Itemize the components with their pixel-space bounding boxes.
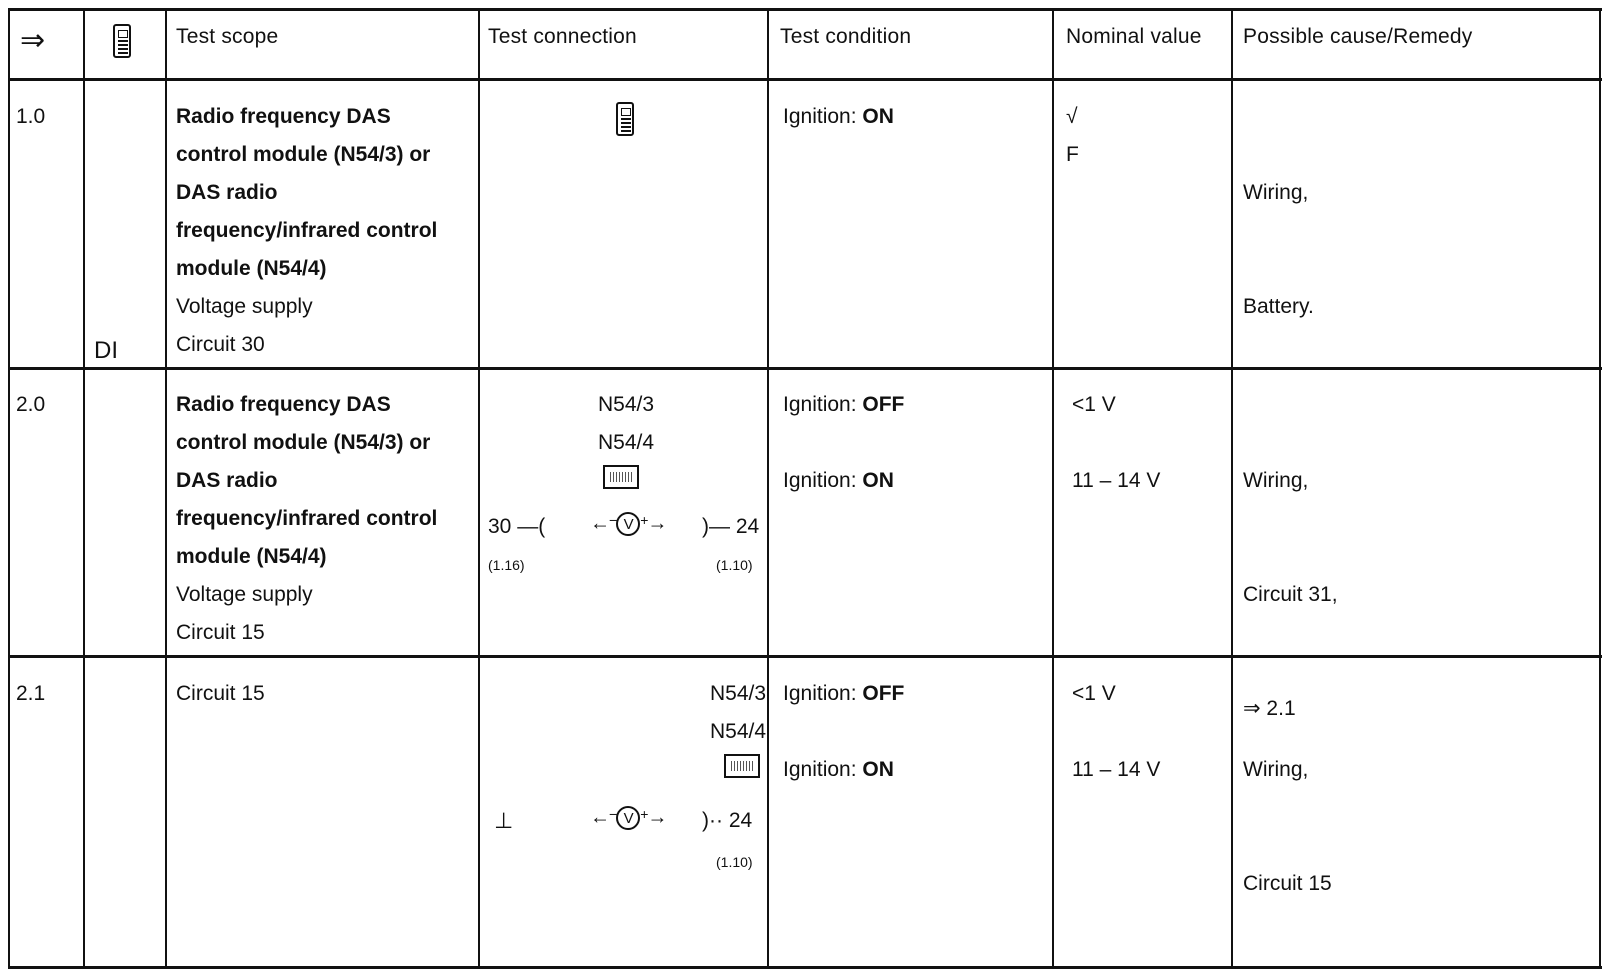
condition-label: Ignition: [783, 469, 863, 492]
left-ref: (1.16) [488, 557, 525, 573]
test-condition [783, 751, 894, 789]
component-label: N54/3 [598, 393, 655, 416]
condition-state: OFF [862, 393, 905, 416]
step-number: 1.0 [16, 105, 46, 128]
row-divider [8, 655, 1602, 658]
scope-line: DAS radio [176, 181, 278, 204]
scope-line: Radio frequency DAS [176, 105, 391, 128]
scope-line: Circuit 30 [176, 333, 265, 356]
hand-held-tester-icon [616, 102, 634, 136]
voltmeter-icon: ←− V +→ [590, 512, 667, 535]
scope-line: frequency/infrared control [176, 219, 438, 242]
col-divider [1231, 8, 1233, 969]
col-divider [478, 8, 480, 969]
test-scope-detail [176, 576, 313, 652]
header-test-scope: Test scope [176, 25, 279, 48]
condition-state: ON [862, 758, 894, 781]
plus-sign: + [640, 512, 648, 528]
scope-line: DAS radio [176, 469, 278, 492]
scope-line: frequency/infrared control [176, 507, 438, 530]
test-scope-detail: Circuit 15 [176, 682, 265, 705]
component-label: N54/4 [710, 720, 767, 743]
condition-label: Ignition: [783, 105, 863, 128]
scope-line: Voltage supply [176, 295, 313, 318]
possible-cause [1243, 675, 1332, 979]
scope-line: Voltage supply [176, 583, 313, 606]
possible-cause [1243, 98, 1314, 402]
control-module-icon [603, 465, 639, 489]
component-label: N54/3 [710, 682, 767, 705]
test-scope-title [176, 98, 437, 288]
condition-label: Ignition: [783, 393, 863, 416]
col-divider [1052, 8, 1054, 969]
scope-line: Radio frequency DAS [176, 393, 391, 416]
scope-line: control module (N54/3) or [176, 431, 431, 454]
header-nominal-value: Nominal value [1066, 25, 1202, 48]
nominal-value: <1 V [1072, 682, 1116, 705]
cause-line: Circuit 15 [1243, 872, 1332, 895]
header-test-connection: Test connection [488, 25, 637, 48]
condition-state: OFF [862, 682, 905, 705]
header-bottom-border [8, 78, 1602, 81]
scope-line: control module (N54/3) or [176, 143, 431, 166]
control-module-icon [724, 754, 760, 778]
step-number: 2.0 [16, 393, 46, 416]
plus-sign: + [640, 806, 648, 822]
header-arrow: ⇒ [20, 24, 46, 57]
right-ref: (1.10) [716, 557, 753, 573]
col-divider [1599, 8, 1601, 969]
table-top-border [8, 8, 1602, 11]
scope-line: module (N54/4) [176, 545, 327, 568]
scope-line: module (N54/4) [176, 257, 327, 280]
test-condition [783, 462, 894, 500]
nominal-value: <1 V [1072, 393, 1116, 416]
col-divider [165, 8, 167, 969]
hand-held-tester-icon [113, 24, 131, 58]
voltmeter-circle: V [616, 512, 640, 536]
col-divider [8, 8, 10, 969]
nominal-value [1066, 98, 1079, 174]
row-marker: DI [94, 337, 118, 364]
pin-number: 30 [488, 515, 512, 538]
cause-line: Battery. [1243, 295, 1314, 318]
test-condition [783, 675, 904, 713]
left-pin: 30 —( [488, 515, 546, 538]
cause-line: Wiring, [1243, 758, 1309, 781]
test-scope-title [176, 386, 437, 576]
condition-label: Ignition: [783, 682, 863, 705]
voltmeter-circle: V [616, 806, 640, 830]
right-pin: )·· 24 [702, 809, 753, 832]
nominal-value: 11 – 14 V [1072, 469, 1161, 492]
cause-line: Wiring, [1243, 469, 1309, 492]
minus-sign: − [609, 806, 617, 822]
header-possible-cause: Possible cause/Remedy [1243, 25, 1473, 48]
test-scope-detail [176, 288, 313, 364]
right-pin: )— 24 [702, 515, 760, 538]
pin-number: 24 [735, 515, 760, 538]
scope-line: Circuit 15 [176, 621, 265, 644]
condition-label: Ignition: [783, 758, 863, 781]
nominal-line: F [1066, 143, 1079, 166]
step-number: 2.1 [16, 682, 46, 705]
header-test-condition: Test condition [780, 25, 912, 48]
cause-line: Circuit 31, [1243, 583, 1338, 606]
cause-line: Wiring, [1243, 181, 1309, 204]
col-divider [83, 8, 85, 969]
condition-state: ON [862, 469, 894, 492]
nominal-value: 11 – 14 V [1072, 758, 1161, 781]
condition-state: ON [862, 105, 894, 128]
ground-symbol: ⊥ [494, 808, 514, 833]
test-condition [783, 98, 894, 136]
right-ref: (1.10) [716, 854, 753, 870]
minus-sign: − [609, 512, 617, 528]
pin-number: 24 [728, 809, 753, 832]
cause-line: ⇒ 2.1 [1243, 697, 1296, 720]
component-label: N54/4 [598, 431, 655, 454]
voltmeter-icon: ←− V +→ [590, 806, 667, 829]
nominal-line: √ [1066, 105, 1078, 128]
col-divider [767, 8, 769, 969]
row-divider [8, 367, 1602, 370]
test-condition [783, 386, 904, 424]
table-bottom-border [8, 966, 1602, 969]
